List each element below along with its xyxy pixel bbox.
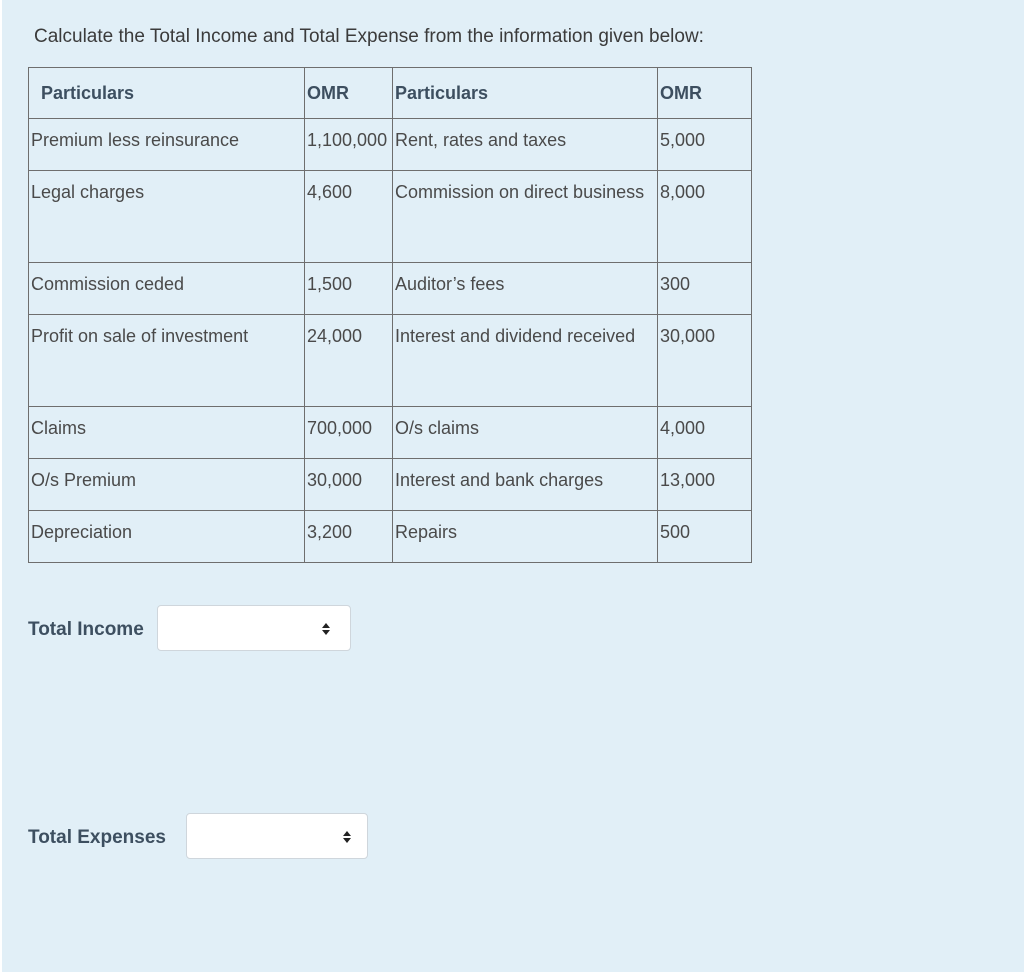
column-header: Particulars — [393, 68, 658, 119]
table-row — [29, 263, 752, 315]
question-text: Calculate the Total Income and Total Expense from the information given below: — [34, 26, 704, 47]
table-row — [29, 407, 752, 459]
table-cell: 1,100,000 — [305, 119, 393, 171]
table-cell: Interest and dividend received — [393, 315, 658, 407]
total-income-label: Total Income — [28, 619, 144, 640]
column-header: OMR — [305, 68, 393, 119]
table-cell: Commission ceded — [29, 263, 305, 315]
total-expenses-select[interactable] — [186, 813, 368, 859]
table-cell: Auditor’s fees — [393, 263, 658, 315]
data-table — [28, 67, 752, 563]
table-cell: 4,000 — [658, 407, 752, 459]
table-cell: 1,500 — [305, 263, 393, 315]
table-cell: 30,000 — [305, 459, 393, 511]
question-panel — [2, 0, 1024, 972]
table-cell: Commission on direct business — [393, 171, 658, 263]
total-expenses-label: Total Expenses — [28, 827, 166, 848]
table-cell: 4,600 — [305, 171, 393, 263]
table-cell: Profit on sale of investment — [29, 315, 305, 407]
sort-arrows-icon — [321, 621, 331, 637]
total-income-select[interactable] — [157, 605, 351, 651]
table-cell: 8,000 — [658, 171, 752, 263]
table-row — [29, 171, 752, 263]
table-cell: Premium less reinsurance — [29, 119, 305, 171]
table-header-row — [29, 68, 752, 119]
table-row — [29, 119, 752, 171]
table-cell: Legal charges — [29, 171, 305, 263]
table-cell: 700,000 — [305, 407, 393, 459]
table-cell: 3,200 — [305, 511, 393, 563]
table-cell: 5,000 — [658, 119, 752, 171]
table-cell: 13,000 — [658, 459, 752, 511]
table-row — [29, 511, 752, 563]
column-header: Particulars — [29, 68, 305, 119]
table-cell: O/s claims — [393, 407, 658, 459]
table-cell: Repairs — [393, 511, 658, 563]
table-cell: 300 — [658, 263, 752, 315]
table-cell: 24,000 — [305, 315, 393, 407]
table-row — [29, 315, 752, 407]
table-cell: Depreciation — [29, 511, 305, 563]
table-cell: 500 — [658, 511, 752, 563]
table-cell: 30,000 — [658, 315, 752, 407]
sort-arrows-icon — [342, 829, 352, 845]
table-cell: Rent, rates and taxes — [393, 119, 658, 171]
table-row — [29, 459, 752, 511]
column-header: OMR — [658, 68, 752, 119]
table-cell: O/s Premium — [29, 459, 305, 511]
table-cell: Interest and bank charges — [393, 459, 658, 511]
table-cell: Claims — [29, 407, 305, 459]
